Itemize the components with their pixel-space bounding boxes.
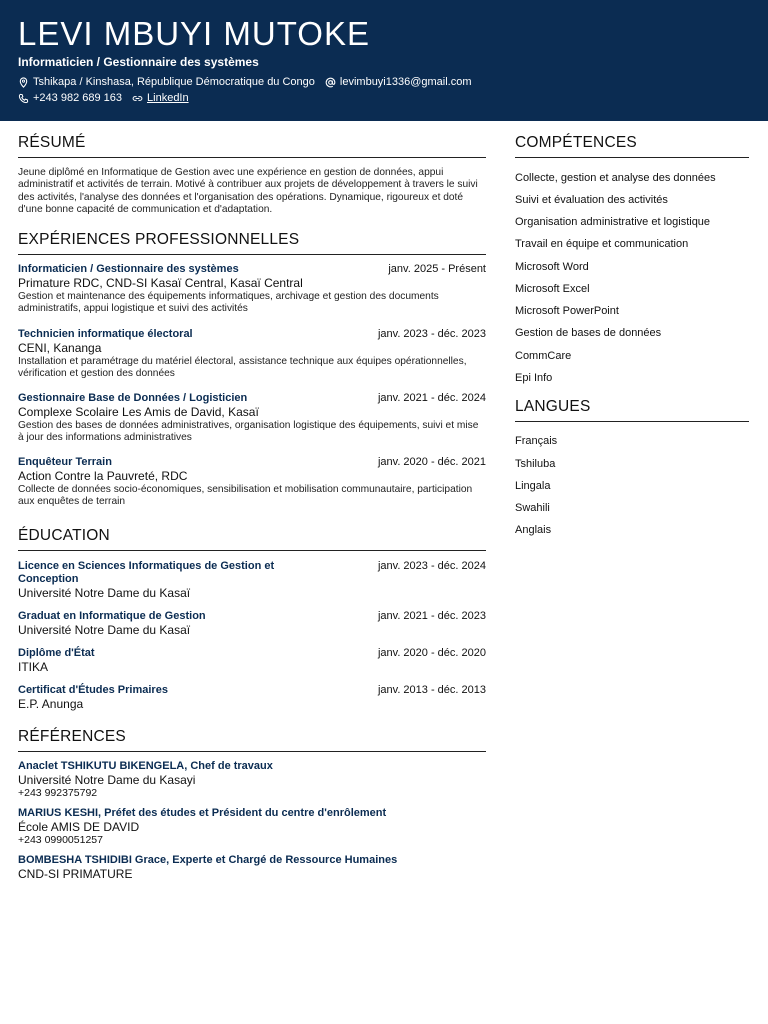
experience-description: Collecte de données socio-économiques, sensibilisation et mobilisation communautaire, participation aux enquêtes de terrain	[18, 484, 473, 508]
reference-entry	[18, 760, 486, 799]
reference-entry	[18, 807, 486, 846]
experience-description: Gestion et maintenance des équipements informatiques, archivage et gestion des documents administratifs, appui logistique et suivi des activités	[18, 291, 439, 315]
reference-name: Anaclet TSHIKUTU BIKENGELA, Chef de travaux	[18, 760, 273, 772]
education-school: Université Notre Dame du Kasaï	[18, 586, 191, 600]
skill-item: Microsoft PowerPoint	[515, 305, 619, 317]
contact-row-1	[18, 75, 482, 89]
location-item	[18, 75, 315, 89]
location-text: Tshikapa / Kinshasa, République Démocratique du Congo	[33, 76, 315, 88]
language-item: Tshiluba	[515, 458, 556, 470]
languages-heading: LANGUES	[515, 397, 749, 422]
skill-item: Epi Info	[515, 372, 553, 384]
experience-description: Gestion des bases de données administratives, organisation logistique des équipements, suivi et mise à jour des informations administratives	[18, 420, 479, 444]
education-school: Université Notre Dame du Kasaï	[18, 623, 191, 637]
summary-heading: RÉSUMÉ	[18, 133, 486, 158]
reference-org: CND-SI PRIMATURE	[18, 867, 133, 881]
summary-text: Jeune diplômé en Informatique de Gestion avec une expérience en gestion de données, appui administratif et activités de terrain. Motivé à contribuer aux projets de développement à travers le suivi des activités, l'analyse des données et l'organisation des opérations. Dynamique, rigoureux et doté d'une bonne capacité de communication et d'adaptation.	[18, 167, 478, 216]
experience-org: Primature RDC, CND-SI Kasaï Central, Kasaï Central	[18, 276, 303, 290]
education-date: janv. 2020 - déc. 2020	[377, 647, 486, 659]
education-date: janv. 2021 - déc. 2023	[377, 610, 486, 622]
experience-org: Action Contre la Pauvreté, RDC	[18, 469, 188, 483]
email-item[interactable]	[325, 75, 472, 89]
skill-item: Microsoft Word	[515, 261, 589, 273]
experience-org: Complexe Scolaire Les Amis de David, Kasaï	[18, 405, 259, 419]
experience-entry	[18, 456, 486, 508]
experience-org: CENI, Kananga	[18, 341, 102, 355]
reference-name: MARIUS KESHI, Préfet des études et Président du centre d'enrôlement	[18, 807, 387, 819]
link-icon	[132, 93, 143, 104]
language-item: Français	[515, 435, 558, 447]
language-item: Lingala	[515, 480, 551, 492]
linkedin-item[interactable]	[132, 91, 189, 105]
experience-date: janv. 2023 - déc. 2023	[377, 328, 486, 340]
education-degree: Graduat en Informatique de Gestion	[18, 610, 206, 622]
education-degree: Licence en Sciences Informatiques de Gestion et Conception	[18, 560, 275, 585]
education-date: janv. 2023 - déc. 2024	[377, 560, 486, 572]
experience-entry	[18, 392, 486, 444]
education-entry	[18, 647, 486, 675]
phone-item[interactable]	[18, 91, 122, 105]
experience-date: janv. 2020 - déc. 2021	[377, 456, 486, 468]
skill-item: Organisation administrative et logistique	[515, 216, 711, 228]
education-entry	[18, 610, 486, 638]
skill-item: Collecte, gestion et analyse des données	[515, 172, 716, 184]
contact-row-2	[18, 91, 199, 105]
experience-role: Technicien informatique électoral	[18, 328, 193, 340]
experience-description: Installation et paramétrage du matériel électoral, assistance technique aux équipes opérationnelles, vérification et gestion des données	[18, 356, 467, 380]
reference-phone: +243 992375792	[18, 787, 98, 799]
education-entry	[18, 560, 486, 601]
education-entry	[18, 684, 486, 712]
education-date: janv. 2013 - déc. 2013	[377, 684, 486, 696]
reference-org: Université Notre Dame du Kasayi	[18, 773, 196, 787]
experience-heading: EXPÉRIENCES PROFESSIONNELLES	[18, 230, 486, 255]
education-heading: ÉDUCATION	[18, 526, 486, 551]
reference-name: BOMBESHA TSHIDIBI Grace, Experte et Chargé de Ressource Humaines	[18, 854, 398, 866]
skill-item: Travail en équipe et communication	[515, 238, 689, 250]
email-text[interactable]: levimbuyi1336@gmail.com	[339, 76, 472, 88]
language-item: Swahili	[515, 502, 550, 514]
experience-entry	[18, 263, 486, 315]
phone-text[interactable]: +243 982 689 163	[33, 92, 123, 104]
skill-item: Suivi et évaluation des activités	[515, 194, 668, 206]
skills-heading: COMPÉTENCES	[515, 133, 749, 158]
skill-item: CommCare	[515, 350, 572, 362]
linkedin-link[interactable]: LinkedIn	[147, 92, 189, 104]
education-degree: Diplôme d'État	[18, 647, 95, 659]
phone-icon	[18, 93, 29, 104]
experience-entry	[18, 328, 486, 380]
experience-role: Gestionnaire Base de Données / Logisticien	[18, 392, 248, 404]
experience-date: janv. 2021 - déc. 2024	[377, 392, 486, 404]
skill-item: Gestion de bases de données	[515, 327, 662, 339]
reference-phone: +243 0990051257	[18, 834, 103, 846]
candidate-name: LEVI MBUYI MUTOKE	[18, 15, 370, 52]
experience-role: Enquêteur Terrain	[18, 456, 112, 468]
reference-org: École AMIS DE DAVID	[18, 820, 140, 834]
at-sign-icon	[325, 77, 336, 88]
experience-role: Informaticien / Gestionnaire des systèmes	[18, 263, 239, 275]
education-degree: Certificat d'Études Primaires	[18, 684, 168, 696]
education-school: E.P. Anunga	[18, 697, 84, 711]
experience-date: janv. 2025 - Présent	[388, 263, 486, 275]
education-school: ITIKA	[18, 660, 49, 674]
references-heading: RÉFÉRENCES	[18, 727, 486, 752]
job-title: Informaticien / Gestionnaire des systèmes	[18, 55, 259, 69]
language-item: Anglais	[515, 524, 552, 536]
location-pin-icon	[18, 77, 29, 88]
skill-item: Microsoft Excel	[515, 283, 590, 295]
header	[0, 0, 768, 121]
reference-entry	[18, 854, 486, 881]
